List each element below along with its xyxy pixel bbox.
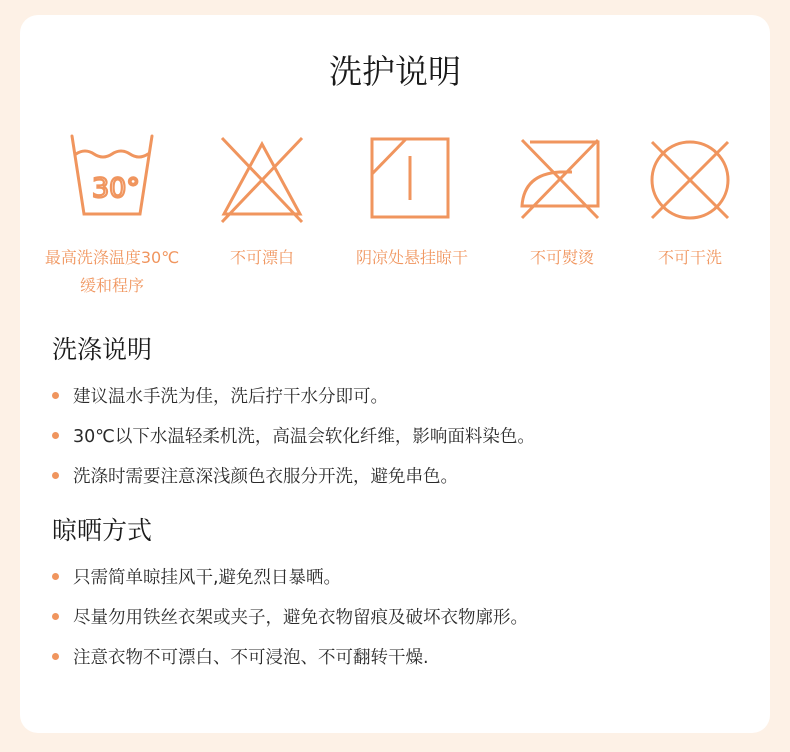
list-item: 只需简单晾挂风干,避免烈日暴晒。	[52, 565, 341, 591]
wash-temp-text: 30°	[92, 173, 140, 204]
bullet-dot	[52, 573, 59, 580]
no-iron-icon	[510, 130, 610, 230]
list-item: 建议温水手洗为佳，洗后拧干水分即可。	[52, 384, 388, 410]
list-item: 注意衣物不可漂白、不可浸泡、不可翻转干燥.	[52, 645, 429, 671]
bullet-dot	[52, 392, 59, 399]
list-item: 30℃以下水温轻柔机洗，高温会软化纤维，影响面料染色。	[52, 424, 535, 450]
bullet-dot	[52, 432, 59, 439]
bullet-dot	[52, 472, 59, 479]
bullet-dot	[52, 653, 59, 660]
shade-dry-icon	[360, 130, 460, 230]
bullet-dot	[52, 613, 59, 620]
list-item: 洗涤时需要注意深浅颜色衣服分开洗，避免串色。	[52, 464, 458, 490]
list-item: 尽量勿用铁丝衣架或夹子，避免衣物留痕及破坏衣物廓形。	[52, 605, 528, 631]
no-dry-clean-icon	[640, 130, 740, 230]
wash-30-icon	[62, 130, 162, 230]
icon-label-dry-clean: 不可干洗	[657, 248, 722, 267]
drying-heading: 晾晒方式	[52, 516, 153, 545]
washing-heading: 洗涤说明	[52, 335, 153, 364]
icon-label-iron: 不可熨烫	[529, 248, 594, 267]
icon-label-wash: 最高洗涤温度30℃ 缓和程序	[44, 248, 180, 295]
icon-label-dry: 阴凉处悬挂晾干	[355, 248, 468, 267]
no-bleach-icon	[212, 130, 312, 230]
icon-label-bleach: 不可漂白	[229, 248, 294, 267]
page-title: 洗护说明	[329, 52, 461, 91]
